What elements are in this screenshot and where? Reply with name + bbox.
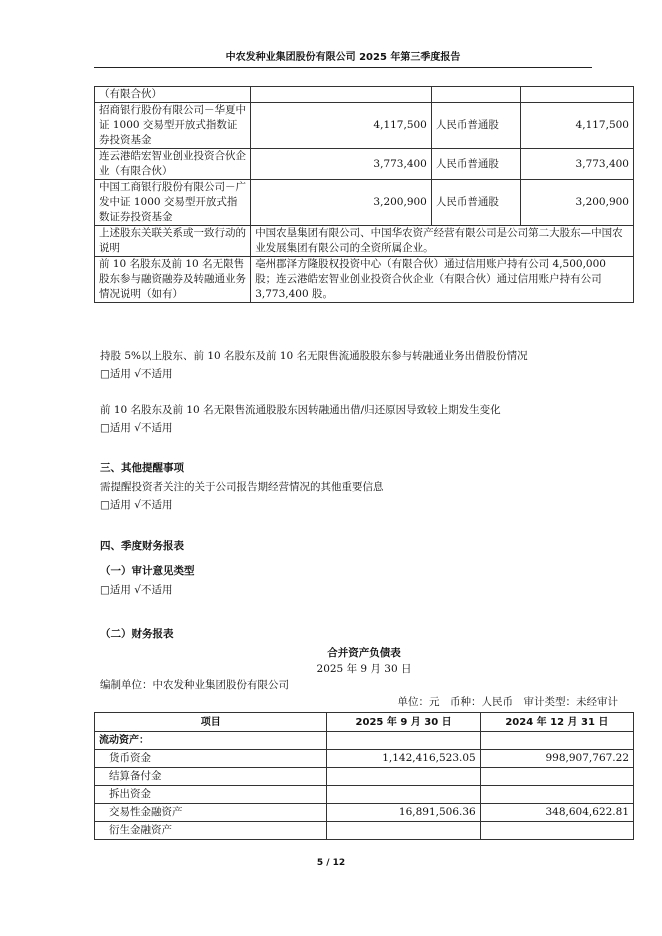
table-row — [95, 257, 634, 303]
row-value-2025 — [327, 822, 480, 840]
row-value-2025 — [327, 786, 480, 804]
row-value-2024: 348,604,622.81 — [480, 804, 633, 822]
row-item: 结算备付金 — [95, 768, 327, 786]
section-financial-statements: 四、季度财务报表 — [100, 540, 184, 552]
relation-label: 上述股东关联关系或一致行动的说明 — [95, 226, 251, 257]
share-quantity-2: 3,773,400 — [520, 149, 633, 180]
row-value-2025: 16,891,506.36 — [327, 804, 480, 822]
shareholder-name: 中国工商银行股份有限公司－广发中证 1000 交易型开放式指数证券投资基金 — [95, 180, 251, 226]
table-row — [95, 87, 634, 103]
share-quantity: 3,200,900 — [251, 180, 432, 226]
header-item: 项目 — [95, 713, 327, 732]
change-info-heading: 前 10 名股东及前 10 名无限售流通股股东因转融通出借/归还原因导致较上期发生变化 — [100, 404, 501, 416]
page-header: 中农发种业集团股份有限公司 2025 年第三季度报告 — [94, 48, 592, 68]
table-row — [95, 822, 634, 840]
share-quantity-2: 4,117,500 — [520, 103, 633, 149]
table-row — [95, 732, 634, 750]
section-other-reminders: 三、其他提醒事项 — [100, 462, 184, 474]
row-value-2025 — [327, 768, 480, 786]
margin-text: 亳州郡泽方隆股权投资中心（有限合伙）通过信用账户持有公司 4,500,000 股；连云港皓宏智业创业投资合伙企业（有限合伙）通过信用账户持有公司 3,773,400 股。 — [251, 257, 634, 303]
relation-text: 中国农垦集团有限公司、中国华农资产经营有限公司是公司第二大股东—中国农业发展集团有限公司的全资所属企业。 — [251, 226, 634, 257]
share-quantity-2: 3,200,900 — [520, 180, 633, 226]
reminder-heading: 需提醒投资者关注的关于公司报告期经营情况的其他重要信息 — [100, 481, 384, 493]
row-item: 拆出资金 — [95, 786, 327, 804]
table-row — [95, 786, 634, 804]
row-value-2024 — [480, 822, 633, 840]
table-row — [95, 180, 634, 226]
balance-sheet-table — [94, 712, 634, 840]
share-type: 人民币普通股 — [431, 103, 520, 149]
table-row — [95, 149, 634, 180]
table-row — [95, 226, 634, 257]
row-value-2024 — [480, 768, 633, 786]
row-item: 流动资产： — [95, 732, 327, 750]
table-header-row — [95, 713, 634, 732]
share-quantity — [251, 87, 432, 103]
row-value-2025: 1,142,416,523.05 — [327, 750, 480, 768]
header-col-2025: 2025 年 9 月 30 日 — [327, 713, 480, 732]
table-row — [95, 768, 634, 786]
shareholder-name: 招商银行股份有限公司－华夏中证 1000 交易型开放式指数证券投资基金 — [95, 103, 251, 149]
balance-sheet-meta: 单位：元 币种：人民币 审计类型：未经审计 — [397, 696, 618, 708]
row-value-2024: 998,907,767.22 — [480, 750, 633, 768]
row-value-2024 — [480, 786, 633, 804]
balance-sheet-title: 合并资产负债表 — [327, 647, 401, 659]
lending-info-check: □适用 √不适用 — [100, 368, 173, 380]
table-row — [95, 103, 634, 149]
row-value-2025 — [327, 732, 480, 750]
shareholder-name: （有限合伙） — [95, 87, 251, 103]
section-audit-opinion: （一）审计意见类型 — [100, 565, 195, 577]
reminder-check: □适用 √不适用 — [100, 499, 173, 511]
balance-sheet-date: 2025 年 9 月 30 日 — [316, 663, 412, 675]
share-type: 人民币普通股 — [431, 180, 520, 226]
table-row — [95, 750, 634, 768]
share-type: 人民币普通股 — [431, 149, 520, 180]
row-item: 货币资金 — [95, 750, 327, 768]
share-quantity: 3,773,400 — [251, 149, 432, 180]
margin-label: 前 10 名股东及前 10 名无限售股东参与融资融券及转融通业务情况说明（如有） — [95, 257, 251, 303]
lending-info-heading: 持股 5%以上股东、前 10 名股东及前 10 名无限售流通股股东参与转融通业务出借股份情况 — [100, 350, 528, 362]
audit-check: □适用 √不适用 — [100, 584, 173, 596]
share-quantity-2 — [520, 87, 633, 103]
share-type — [431, 87, 520, 103]
page-number: 5 / 12 — [316, 858, 346, 868]
row-item: 交易性金融资产 — [95, 804, 327, 822]
row-item: 衍生金融资产 — [95, 822, 327, 840]
balance-sheet-unit: 编制单位：中农发种业集团股份有限公司 — [100, 679, 289, 691]
share-quantity: 4,117,500 — [251, 103, 432, 149]
shareholders-table — [94, 86, 634, 303]
change-info-check: □适用 √不适用 — [100, 422, 173, 434]
table-row — [95, 804, 634, 822]
section-statements: （二）财务报表 — [100, 628, 174, 640]
shareholder-name: 连云港皓宏智业创业投资合伙企业（有限合伙） — [95, 149, 251, 180]
header-col-2024: 2024 年 12 月 31 日 — [480, 713, 633, 732]
row-value-2024 — [480, 732, 633, 750]
